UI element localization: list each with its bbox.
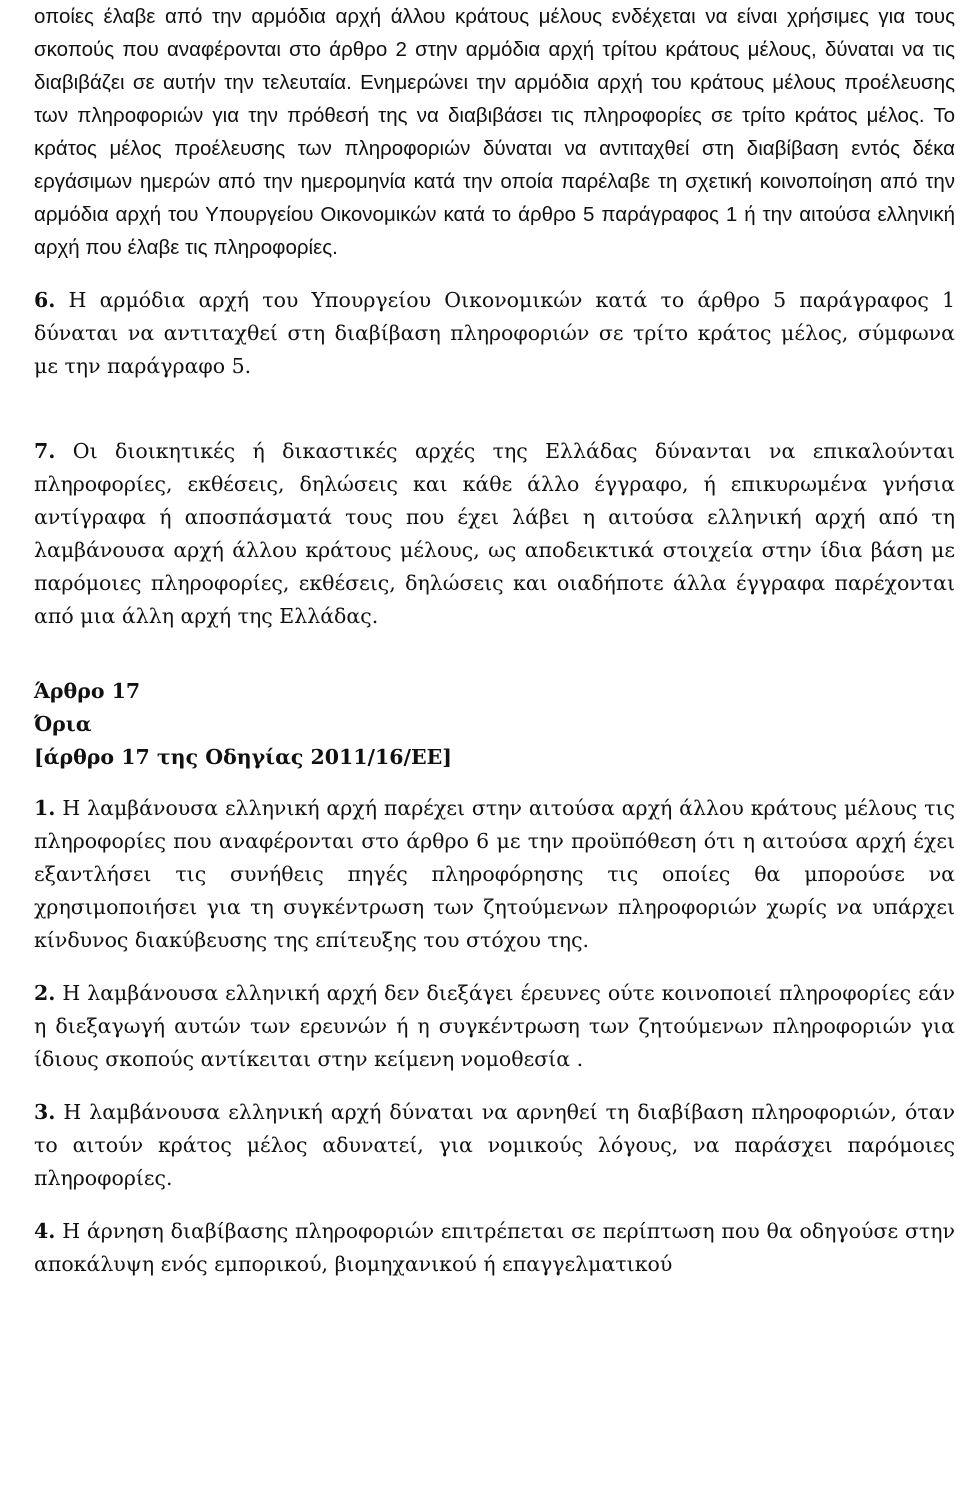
- article-heading: [34, 675, 955, 774]
- paragraph-7: [34, 435, 955, 633]
- article-paragraph-4: [34, 1215, 955, 1281]
- paragraph-number: 3.: [34, 1100, 56, 1124]
- article-paragraph-3: [34, 1096, 955, 1195]
- paragraph-number: 4.: [34, 1219, 56, 1243]
- paragraph-text: Η λαμβάνουσα ελληνική αρχή δεν διεξάγει έρευνες ούτε κοινοποιεί πληροφορίες εάν η διεξαγωγή αυτών των ερευνών ή η συγκέντρωση των ζητούμενων πληροφοριών για ίδιους σκοπούς αντίκειται στην κείμενη νομοθεσία .: [34, 981, 955, 1071]
- paragraph-text: Η λαμβάνουσα ελληνική αρχή παρέχει στην αιτούσα αρχή άλλου κράτους μέλους τις πληροφορίες που αναφέρονται στο άρθρο 6 με την προϋπόθεση ότι η αιτούσα αρχή έχει εξαντλήσει τις συνήθεις πηγές πληροφόρησης τις οποίες θα μπορούσε να χρησιμοποιήσει για τη συγκέντρωση των ζητούμενων πληροφοριών χωρίς να υπάρχει κίνδυνος διακύβευσης της επίτευξης του στόχου της.: [34, 796, 955, 952]
- paragraph-text: Η λαμβάνουσα ελληνική αρχή δύναται να αρνηθεί τη διαβίβαση πληροφοριών, όταν το αιτούν κράτος μέλος αδυνατεί, για νομικούς λόγους, να παράσχει παρόμοιες πληροφορίες.: [34, 1100, 955, 1190]
- paragraph-number: 1.: [34, 796, 56, 820]
- continuation-paragraph: οποίες έλαβε από την αρμόδια αρχή άλλου κράτους μέλους ενδέχεται να είναι χρήσιμες για τους σκοπούς που αναφέρονται στο άρθρο 2 στην αρμόδια αρχή τρίτου κράτους μέλους, δύναται να τις διαβιβάζει σε αυτήν την τελευταία. Ενημερώνει την αρμόδια αρχή του κράτους μέλους προέλευσης των πληροφοριών για την πρόθεσή της να διαβιβάσει τις πληροφορίες σε τρίτο κράτος μέλος. Το κράτος μέλος προέλευσης των πληροφοριών δύναται να αντιταχθεί στη διαβίβαση εντός δέκα εργάσιμων ημερών από την ημερομηνία κατά την οποία παρέλαβε τη σχετική κοινοποίηση από την αρμόδια αρχή του Υπουργείου Οικονομικών κατά το άρθρο 5 παράγραφος 1 ή την αιτούσα ελληνική αρχή που έλαβε τις πληροφορίες.: [34, 5, 955, 259]
- paragraph-text: Η αρμόδια αρχή του Υπουργείου Οικονομικών κατά το άρθρο 5 παράγραφος 1 δύναται να αντιταχθεί στη διαβίβαση πληροφοριών σε τρίτο κράτος μέλος, σύμφωνα με την παράγραφο 5.: [34, 288, 955, 378]
- paragraph-number: 7.: [34, 439, 56, 463]
- article-paragraph-2: [34, 977, 955, 1076]
- paragraph-number: 6.: [34, 288, 56, 312]
- article-title: Όρια: [34, 712, 92, 736]
- paragraph-number: 2.: [34, 981, 56, 1005]
- article-paragraph-1: [34, 792, 955, 957]
- paragraph-text: Η άρνηση διαβίβασης πληροφοριών επιτρέπεται σε περίπτωση που θα οδηγούσε στην αποκάλυψη ενός εμπορικού, βιομηχανικού ή επαγγελματικού: [34, 1219, 955, 1276]
- paragraph-6: [34, 284, 955, 383]
- paragraph-text: Οι διοικητικές ή δικαστικές αρχές της Ελλάδας δύνανται να επικαλούνται πληροφορίες, εκθέσεις, δηλώσεις και κάθε άλλο έγγραφο, ή επικυρωμένα γνήσια αντίγραφα ή αποσπάσματά τους που έχει λάβει η αιτούσα ελληνική αρχή από τη λαμβάνουσα αρχή άλλου κράτους μέλους, ως αποδεικτικά στοιχεία στην ίδια βάση με παρόμοιες πληροφορίες, εκθέσεις, δηλώσεις και οιαδήποτε άλλα έγγραφα παρέχονται από μια άλλη αρχή της Ελλάδας.: [34, 439, 955, 628]
- article-number: Άρθρο 17: [34, 679, 141, 703]
- article-reference: [άρθρο 17 της Οδηγίας 2011/16/ΕΕ]: [34, 745, 452, 769]
- document-page: [34, 0, 955, 1281]
